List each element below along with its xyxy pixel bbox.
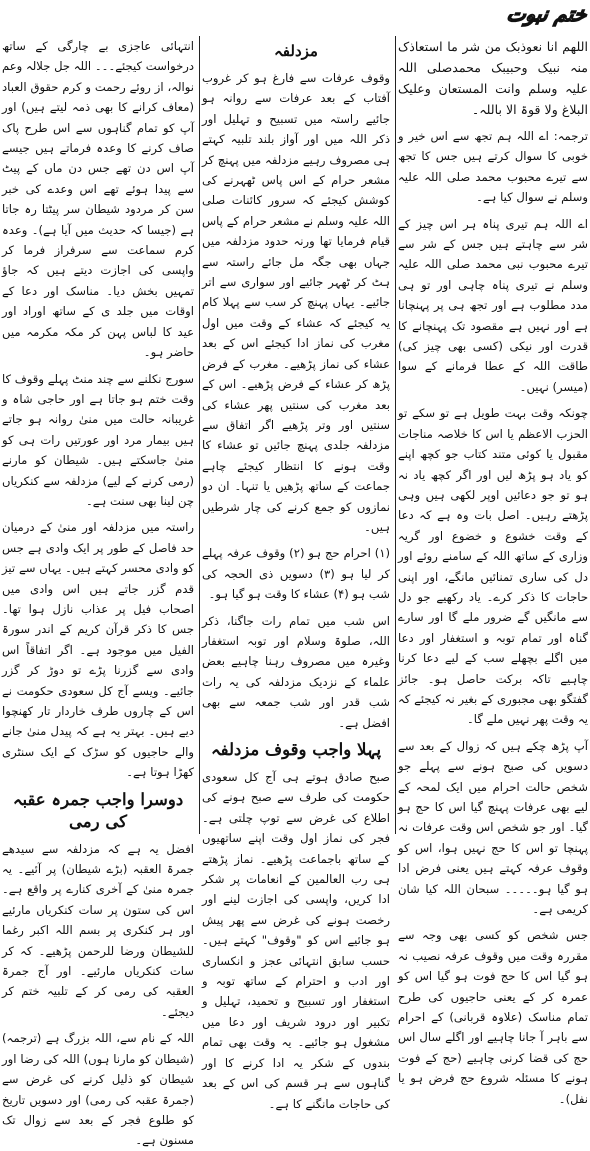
paragraph: انتہائی عاجزی بے چارگی کے ساتھ درخواست کیجئے۔۔۔ اللہ جل جلالہ وعم نوالہ، از روئے رحمت و کرم حقوق العباد (معاف کرانے کا بھی ذمہ لیتے ہیں) اور آپ کو تمام گناہوں سے اس طرح پاک صاف کرنے کا وعدہ فرماتے ہیں جیسے آپ اس دن تھے جس دن ماں کے پیٹ سے پیدا ہوئے تھے اس وعدے کی خبر سن کر مردود شیطان سر پیٹتا رہ جاتا ہے (جیسا کہ حدیث میں آیا ہے)۔ وعدہ کرم سماعت سے سرفراز فرما کر واپسی کی اجازت دیتے ہیں کہ جاؤ تمہیں بخش دیا۔ مناسک اور دعا کے اوقات میں جلد ی کے ساتھ اوراد اور عید کا لباس پہن کر مکہ مکرمہ میں حاضر ہو۔ [2, 39, 194, 360]
section-heading: پہلا واجب وقوف مزدلفہ [210, 740, 382, 759]
section-heading: دوسرا واجب جمرہ عقبہ کی رمی [12, 789, 184, 831]
paragraph: چونکہ وقت بہت طویل ہے تو سکے تو الحزب الاعظم یا اس کا خلاصہ مناجات مقبول یا کوئی متند کتاب جو کچھ اپنے کو یاد ہو پڑھ لیں اور اگر کچھ یاد نہ ہو تو جو دعائیں اوپر لکھی ہیں وہی پڑھتے رہیں۔ اصل بات وہ ہے کہ دعا کے وقت خشوع و خضوع اور گریہ وزاری کے ساتھ اللہ کے سامنے روئے اور دل کی ساری تمنائیں مانگے، اور اپنی حاجات کا ذکر کرے۔ یاد رکھیے جو دل سے مانگیں گے ضرور ملے گا اور سارے گناہ اور تمام توبہ و استغفار اور دعا میں اگلے بچھلے سب کے لیے دعا کرنا چاہیے تاکہ برکت حاصل ہو۔ جائز گفتگو بھی مجبوری کے بغیر نہ کیجئے کہ یہ وقت پھر نہیں ملے گا۔ [398, 406, 588, 727]
paragraph: وقوف عرفات سے فارغ ہو کر غروب آفتاب کے بعد عرفات سے روانہ ہو جائیے راستہ میں تسبیح و تہلیل اور ذکر اللہ میں اور آواز بلند تلبیہ کہتے ہی مصروف رہیے مزدلفہ میں پہنچ کر مشعر حرام کے اس پاس ٹھہرنے کی کوشش کیجئے کہ سرور کائنات صلی اللہ علیہ وسلم نے مشعر حرام کے پاس قیام فرمایا تھا ورنہ حدود مزدلفہ میں جہاں بھی جگہ مل جائے راستہ سے ہٹ کر ٹھہر جائیے اور سواری سے اتر جائیے۔ یہاں پہنچ کر سب سے پہلا کام یہ کیجئے کہ عشاء کے وقت میں اول مغرب کی نماز ادا کیجئے اس کے بعد عشاء کی نماز پڑھیے۔ مغرب کے فرض پڑھ کر عشاء کے فرض پڑھیے۔ اس کے بعد مغرب کی سنتیں پھر عشاء کی سنتیں اور وتر پڑھیے اگر اتفاق سے مزدلفہ جلدی پہنچ جائیں تو عشاء کا وقت ہونے کا انتظار کیجئے چاہے جماعت کے ساتھ پڑھیں یا تنہا۔ ان دو نمازوں کو جمع کرنے کی چار شرطیں ہیں۔ [202, 71, 390, 534]
paragraph: جس شخص کو کسی بھی وجہ سے مقررہ وقت میں وقوف عرفہ نصیب نہ ہو گیا اس کا حج فوت ہو گیا اس کو عمرہ کر کے یعنی حاجیوں کی طرح تمام مناسک (علاوہ قربانی) کے احرام سے باہر آ جانا چاہیے اور اگلے سال اس حج کی قضا کرنی چاہیے (حج کے فوت ہونے کا مسئلہ شروع حج فرض ہو یا نفل)۔ [398, 928, 588, 1106]
paragraph: اس شب میں تمام رات جاگنا، ذکر اللہ، صلوۃ وسلام اور توبہ استغفار وغیرہ میں مصروف رہنا چاہیے بعض علماء کے نزدیک مزدلفہ کی یہ رات شب قدر اور شب جمعہ سے بھی افضل ہے۔ [202, 613, 390, 730]
article-body [2, 36, 588, 1148]
paragraph: افضل یہ ہے کہ مزدلفہ سے سیدھے جمرۃ العقبہ (بڑے شیطان) پر آئیے۔ یہ جمرہ منیٰ کے آخری کنارے پر واقع ہے۔ اس کی ستون پر سات کنکریاں مارئیے اور ہر کنکری پر بسم اللہ اکبر رغما للشیطان ورضا للرحمن پڑھیے۔ کہ کر سات کنکریاں مارئیے۔ اور آج جمرۃ العقبہ کی رمی کر کے تلبیہ ختم کر دیجئے۔ [2, 841, 194, 1019]
section-heading: مزدلفہ [274, 42, 318, 60]
paragraph: سورج نکلنے سے چند منٹ پہلے وقوف کا وقت ختم ہو جاتا ہے اور حاجی شاہ و غریبانہ حالت میں منیٰ روانہ ہو جاتے ہیں بیمار مرد اور عورتیں رات ہی کو منیٰ جاسکتے ہیں۔ شیطان کو مارنے (رمی کرنے کے لیے) مزدلفہ سے کنکریاں چن لینا بھی سنت ہے۔ [2, 371, 194, 508]
paragraph: آپ پڑھ چکے ہیں کہ زوال کے بعد سے دسویں کی صبح ہونے سے پہلے جو شخص حالت احرام میں ایک لمحہ کے لیے بھی عرفات پہنچ گیا اس کا حج ہو گیا۔ اور جو شخص اس وقت عرفات نہ پہنچا تو اس کا حج نہیں ہوا، اس کو وقوف عرفہ کہتے ہیں یعنی فرض ادا ہو گیا ہو۔۔۔۔۔ سبحان اللہ کیا شان کریمی ہے۔ [398, 738, 588, 917]
column-middle [202, 36, 391, 1111]
column-left [2, 36, 194, 1148]
paragraph: صبح صادق ہوتے ہی آج کل سعودی حکومت کی طرف سے صبح ہونے کی اطلاع کی غرض سے توپ چلتی ہے۔ فجر کی نماز اول وقت اپنے ساتھیوں کے ساتھ باجماعت پڑھیے۔ نماز پڑھتے ہی رب العالمین کے انعامات پر شکر ادا کریں، واپسی کی اجازت لینے اور رخصت ہونے کی غرض سے پھر پیش ہو جائیے اس کو "وقوف" کہتے ہیں۔ حسب سابق انتہائی عجز و انکساری اور ادب و احترام کے ساتھ توبہ و استغفار اور تسبیح و تحمید، تہلیل و تکبیر اور درود شریف اور دعا میں مشغول ہو جائیے۔ یہ وقت بھی تمام بندوں کے شکر یہ ادا کرنے کا اور گناہوں سے ہر قسم کی اس کے بعد کی حاجات مانگنے کا ہے۔ [202, 770, 390, 1111]
paragraph: اللہ کے نام سے، اللہ بزرگ ہے (ترجمہ) (شیطان کو مارنا ہوں) اللہ کی رضا اور شیطان کو ذلیل کرنے کی غرض سے (جمرۃ عقبہ کی رمی) اور دسویں تاریخ کو طلوع فجر کے بعد سے زوال تک مسنون ہے۔ [2, 1031, 194, 1148]
column-right [398, 36, 588, 1106]
magazine-logo: ختم نبوت [504, 2, 588, 26]
page-header [0, 0, 590, 34]
paragraph: راستہ میں مزدلفہ اور منیٰ کے درمیان حد فاصل کے طور پر ایک وادی ہے جس کو وادی محسر کہتے ہیں۔ یہاں سے تیز قدم گزر جاتے ہیں اس وادی میں اصحاب فیل پر عذاب نازل ہوا تھا۔ جس کا ذکر قرآن کریم کے اندر سورۃ الفیل میں موجود ہے۔ اگر اتفاقاً اس وادی سے گزرنا پڑے تو دوڑ کر گزر جائیے۔ ویسے آج کل سعودی حکومت نے اس کے چاروں طرف خاردار تار کھنچوا دیے ہیں۔ بہتر یہ ہے کہ پیدل منیٰ جانے والے حاجیوں کو سڑک کے ایک سنٹری کھڑا ہوتا ہے۔ [2, 520, 194, 780]
paragraph: اے اللہ ہم تیری پناہ ہر اس چیز کے شر سے چاہتے ہیں جس کے شر سے تیرے محبوب نبی محمد صلی اللہ علیہ وسلم نے تیری پناہ چاہی اور تو ہی مدد مطلوب ہے اور تجھ ہی پر پہنچانا ہے اور نہیں ہے مقصود تک پہنچانے کا قدرت اور نیکی (کسی بھی چیز کی) طاقت اللہ کے عطا فرمانے کے سوا (میسر) نہیں۔ [398, 216, 588, 394]
arabic-dua: اللھم انا نعوذبک من شر ما استعاذک منہ نبیک وحبیبک محمدصلی اللہ علیہ وسلم وانت المستعان وعلیک البلاغ ولا قوۃ الا باللہ۔ [398, 39, 588, 117]
paragraph: ترجمہ: اے اللہ ہم تجھ سے اس خیر و خوبی کا سوال کرتے ہیں جس کا تجھ سے تیرے محبوب محمد صلی اللہ علیہ وسلم نے سوال کیا ہے۔ [398, 129, 588, 205]
conditions-list: (۱) احرام حج ہو (۲) وقوف عرفہ پہلے کر لیا ہو (۳) دسویں ذی الحجہ کی شب ہو (۴) عشاء کا وقت ہو گیا ہو۔ [202, 546, 391, 602]
